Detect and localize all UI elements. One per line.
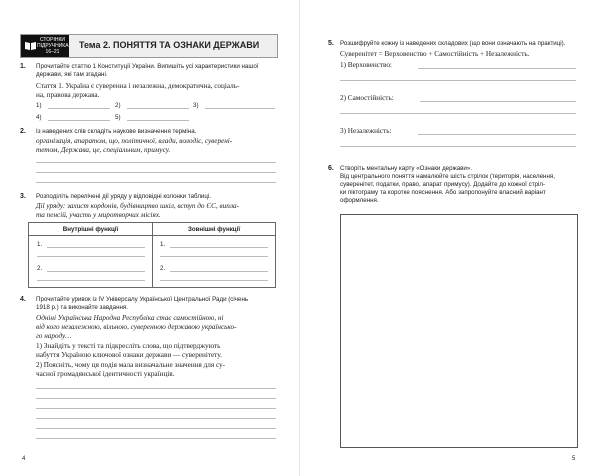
- task-1-blank-1[interactable]: [48, 108, 110, 109]
- task-1-blank-5[interactable]: [127, 120, 189, 121]
- task-5-item-3-line[interactable]: [418, 134, 576, 135]
- external-row-2-label: 2.: [160, 265, 166, 272]
- topic-header: [20, 34, 278, 58]
- task-5-item-1-line-2[interactable]: [340, 80, 576, 81]
- task-2-number: 2.: [20, 128, 26, 135]
- task-1-blank-3-label: 3): [193, 102, 199, 109]
- task-5-item-1-line[interactable]: [418, 68, 576, 69]
- task-3-number: 3.: [20, 193, 26, 200]
- textbook-pages-badge: [21, 35, 69, 57]
- task-4-text: Прочитайте уривок із IV Універсалу Української Центральної Ради (січень 1918 р.) та виконайте завдання.: [36, 296, 249, 311]
- task-1-quote: Стаття 1. Україна є суверенна і незалежна, демократична, соціаль- на, правова держава.: [36, 82, 240, 99]
- task-4-answer-line-3[interactable]: [36, 408, 276, 409]
- task-1-blank-2-label: 2): [115, 102, 121, 109]
- task-5-number: 5.: [328, 40, 334, 47]
- internal-row-2-label: 2.: [37, 265, 43, 272]
- badge-label-1: СТОРІНКИ: [39, 37, 65, 43]
- task-2-words: організація, апаратом, що, політичної, влади, володіє, суверені- тетом, Держава, це, спеціальним, примусу.: [36, 137, 233, 154]
- external-row-1-label: 1.: [160, 241, 166, 248]
- task-1-blank-1-label: 1): [36, 102, 42, 109]
- task-5-item-2-line[interactable]: [420, 101, 576, 102]
- col-internal-functions: Внутрішні функції: [62, 226, 119, 233]
- task-5-item-2-line-2[interactable]: [340, 113, 576, 114]
- book-icon: [24, 39, 37, 52]
- task-6-number: 6.: [328, 165, 334, 172]
- col-external-functions: Зовнішні функції: [187, 226, 241, 233]
- task-5-formula: Суверенітет = Верховенство + Самостійність + Незалежність.: [340, 50, 530, 58]
- internal-row-1-label: 1.: [37, 241, 43, 248]
- topic-title: Тема 2. ПОНЯТТЯ ТА ОЗНАКИ ДЕРЖАВИ: [79, 40, 260, 50]
- task-1-blank-4[interactable]: [48, 120, 110, 121]
- task-4-answer-line-1[interactable]: [36, 388, 276, 389]
- task-4-answer-line-4[interactable]: [36, 418, 276, 419]
- task-5-item-2: 2) Самостійність:: [340, 94, 394, 102]
- task-2-answer-line-1[interactable]: [36, 162, 276, 163]
- task-4-question-1: 1) Знайдіть у тексті та підкресліть слова, що підтверджують набуття Україною ключової ознаки держави — суверенітету.: [36, 342, 222, 359]
- task-5-item-1: 1) Верховенство:: [340, 61, 392, 69]
- internal-row-1[interactable]: [47, 247, 145, 248]
- task-1-blank-4-label: 4): [36, 114, 42, 121]
- external-row-1[interactable]: [170, 247, 268, 248]
- right-page: [300, 0, 600, 476]
- task-4-answer-line-5[interactable]: [36, 428, 276, 429]
- task-1-text: Прочитайте статтю 1 Конституції України. Випишіть усі характеристики нашої держави, які там згадані.: [36, 63, 259, 78]
- task-5-item-3: 3) Незалежність:: [340, 127, 392, 135]
- external-row-2[interactable]: [170, 271, 268, 272]
- page-number-right: 5: [572, 456, 576, 462]
- task-1-number: 1.: [20, 63, 26, 70]
- badge-label-2: ПІДРУЧНИКА: [37, 43, 69, 49]
- task-4-quote: Одніні Українська Народна Республіка стає самостійною, ні від кого незалежною, вільною, суверенною державою українсько- го народу…: [36, 314, 237, 340]
- task-4-question-2: 2) Поясніть, чому ця подія мала визначальне значення для су- часної громадянської ідентичності українців.: [36, 361, 226, 378]
- task-5-text: Розшифруйте кожну із наведених складових (що вони означають на практиці).: [340, 40, 566, 47]
- task-4-answer-line-6[interactable]: [36, 438, 276, 439]
- external-row-2b[interactable]: [160, 280, 268, 281]
- page-number-left: 4: [22, 456, 26, 462]
- task-2-text: Із наведених слів складіть наукове визначення терміна.: [36, 128, 197, 135]
- task-3-actions: Дії уряду: захист кордонів, будівництво шкіл, вступ до ЄС, випла- та пенсій, участь у миротворчих місіях.: [36, 202, 240, 219]
- task-2-answer-line-3[interactable]: [36, 182, 276, 183]
- task-1-blank-2[interactable]: [127, 108, 189, 109]
- internal-row-2[interactable]: [47, 271, 145, 272]
- functions-table: [28, 222, 276, 288]
- task-5-item-3-line-2[interactable]: [340, 146, 576, 147]
- task-1-blank-3[interactable]: [205, 108, 275, 109]
- mind-map-drawing-area[interactable]: [340, 214, 578, 448]
- internal-row-1b[interactable]: [37, 256, 145, 257]
- task-4-number: 4.: [20, 296, 26, 303]
- task-3-text: Розподіліть перелічені дії уряду у відповідні колонки таблиці.: [36, 193, 212, 200]
- task-6-text: Створіть ментальну карту «Ознаки держави». Від центрального поняття намалюйте шість стрілок (територія, населення, суверенітет, податки, право, апарат примусу). Додайте до кожної стріл- ки піктограму та коротке пояснення. Або запропонуйте власний варіант оформлення.: [340, 165, 555, 204]
- internal-row-2b[interactable]: [37, 280, 145, 281]
- task-4-answer-line-2[interactable]: [36, 398, 276, 399]
- task-1-blank-5-label: 5): [115, 114, 121, 121]
- task-2-answer-line-2[interactable]: [36, 172, 276, 173]
- badge-pages: 16–21: [45, 49, 60, 55]
- external-row-1b[interactable]: [160, 256, 268, 257]
